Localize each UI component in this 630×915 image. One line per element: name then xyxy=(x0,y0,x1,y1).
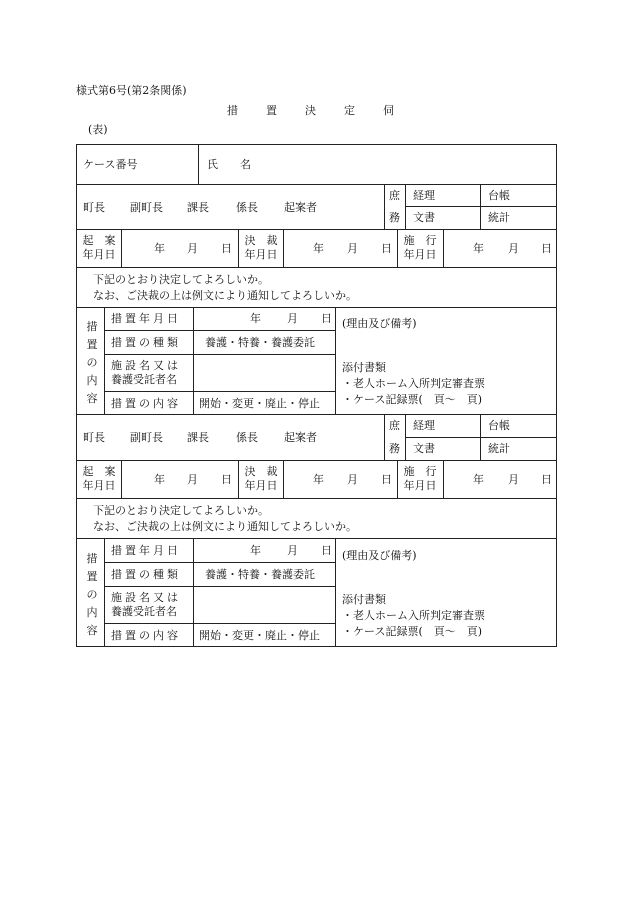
name-label: 氏 名 xyxy=(207,158,251,171)
grid-line xyxy=(193,307,194,414)
grid-line xyxy=(384,414,385,460)
reason-label: (理由及び備考) xyxy=(342,317,417,330)
row3-label-1: 施設名又は xyxy=(111,591,181,604)
row1-month: 月 xyxy=(287,544,298,557)
approver-mayor: 町長 xyxy=(83,201,105,214)
grid-line xyxy=(104,354,336,355)
approver-subsection-chief: 係長 xyxy=(236,201,258,214)
grid-line xyxy=(104,562,336,563)
grid-line xyxy=(76,229,557,230)
shikou-month: 月 xyxy=(508,242,519,255)
grid-line xyxy=(76,460,557,461)
row1-year: 年 xyxy=(250,312,261,325)
attach-title: 添付書類 xyxy=(342,593,386,606)
grid-line xyxy=(121,229,122,267)
doc-title: 措 置 決 定 伺 xyxy=(227,104,396,117)
row4-value: 開始・変更・廃止・停止 xyxy=(199,397,320,410)
grid-line xyxy=(443,460,444,498)
row1-label: 措置年月日 xyxy=(111,312,181,325)
kessai-year: 年 xyxy=(313,473,324,486)
kessai-month: 月 xyxy=(347,473,358,486)
attach-title: 添付書類 xyxy=(342,361,386,374)
shikou-label-1: 施 行 xyxy=(403,234,437,247)
office-label-bottom: 務 xyxy=(389,442,400,455)
note-line-2: なお、ご決裁の上は例文により通知してよろしいか。 xyxy=(93,520,357,533)
kian-year: 年 xyxy=(154,473,165,486)
case-number-label: ケース番号 xyxy=(83,158,138,171)
table-border-left xyxy=(76,144,77,647)
grid-line xyxy=(104,586,336,587)
side-label: (表) xyxy=(88,123,108,136)
cell-keiri: 経理 xyxy=(413,419,435,432)
grid-line xyxy=(238,460,239,498)
cell-toukei: 統計 xyxy=(488,211,510,224)
grid-line xyxy=(104,307,105,414)
grid-line xyxy=(397,229,398,267)
grid-line xyxy=(193,538,194,646)
office-label-top: 庶 xyxy=(389,419,400,432)
office-label-bottom: 務 xyxy=(389,211,400,224)
grid-line xyxy=(104,623,336,624)
note-line-2: なお、ご決裁の上は例文により通知してよろしいか。 xyxy=(93,289,357,302)
row3-label-2: 養護受託者名 xyxy=(111,605,177,618)
row4-label: 措置の内容 xyxy=(111,397,181,410)
row1-day: 日 xyxy=(321,544,332,557)
grid-line xyxy=(335,538,336,646)
table-border-top xyxy=(76,144,557,145)
kian-month: 月 xyxy=(187,242,198,255)
shikou-label-2: 年月日 xyxy=(403,479,437,492)
approver-deputy-mayor: 副町長 xyxy=(130,201,163,214)
form-label: 様式第6号(第2条関係) xyxy=(76,84,187,97)
grid-line xyxy=(238,229,239,267)
sochi-vertical-label: 措置の内容 xyxy=(86,552,98,637)
approver-drafter: 起案者 xyxy=(284,431,317,444)
approver-subsection-chief: 係長 xyxy=(236,431,258,444)
cell-toukei: 統計 xyxy=(488,442,510,455)
grid-line xyxy=(405,206,557,207)
grid-line xyxy=(104,330,336,331)
kessai-label-1: 決 裁 xyxy=(244,234,278,247)
row2-value: 養護・特養・養護委託 xyxy=(205,336,315,349)
kessai-label-2: 年月日 xyxy=(244,479,278,492)
grid-line xyxy=(76,307,557,308)
cell-daichou: 台帳 xyxy=(488,419,510,432)
grid-line xyxy=(335,307,336,414)
attach-item-1: ・老人ホーム入所判定審査票 xyxy=(342,377,485,390)
grid-line xyxy=(104,538,105,646)
row2-label: 措置の種類 xyxy=(111,336,181,349)
approver-section-chief: 課長 xyxy=(187,201,209,214)
grid-line xyxy=(384,184,385,229)
row2-label: 措置の種類 xyxy=(111,568,181,581)
grid-line xyxy=(283,229,284,267)
grid-line xyxy=(104,391,336,392)
shikou-month: 月 xyxy=(508,473,519,486)
reason-label: (理由及び備考) xyxy=(342,549,417,562)
grid-line xyxy=(283,460,284,498)
attach-item-2: ・ケース記録票( 頁〜 頁) xyxy=(342,625,483,638)
cell-bunsho: 文書 xyxy=(413,442,435,455)
grid-line xyxy=(76,498,557,499)
note-line-1: 下記のとおり決定してよろしいか。 xyxy=(93,273,269,286)
kessai-day: 日 xyxy=(381,473,392,486)
cell-bunsho: 文書 xyxy=(413,211,435,224)
kessai-year: 年 xyxy=(313,242,324,255)
kessai-day: 日 xyxy=(381,242,392,255)
kian-label-2: 年月日 xyxy=(82,479,116,492)
cell-keiri: 経理 xyxy=(413,189,435,202)
shikou-year: 年 xyxy=(473,242,484,255)
kessai-label-2: 年月日 xyxy=(244,248,278,261)
kessai-month: 月 xyxy=(347,242,358,255)
kian-label-2: 年月日 xyxy=(82,248,116,261)
row4-label: 措置の内容 xyxy=(111,629,181,642)
row1-label: 措置年月日 xyxy=(111,544,181,557)
kessai-label-1: 決 裁 xyxy=(244,465,278,478)
shikou-day: 日 xyxy=(541,473,552,486)
grid-line xyxy=(443,229,444,267)
attach-item-2: ・ケース記録票( 頁〜 頁) xyxy=(342,393,483,406)
approver-drafter: 起案者 xyxy=(284,201,317,214)
row1-year: 年 xyxy=(250,544,261,557)
grid-line xyxy=(121,460,122,498)
row3-label-1: 施設名又は xyxy=(111,359,181,372)
grid-line xyxy=(76,414,557,415)
grid-line xyxy=(76,267,557,268)
attach-item-1: ・老人ホーム入所判定審査票 xyxy=(342,609,485,622)
kian-year: 年 xyxy=(154,242,165,255)
case-row-bottom xyxy=(76,184,557,185)
row4-value: 開始・変更・廃止・停止 xyxy=(199,629,320,642)
shikou-label-1: 施 行 xyxy=(403,465,437,478)
table-border-bottom xyxy=(76,646,557,647)
approver-mayor: 町長 xyxy=(83,431,105,444)
kian-day: 日 xyxy=(221,242,232,255)
approver-deputy-mayor: 副町長 xyxy=(130,431,163,444)
sochi-vertical-label: 措置の内容 xyxy=(86,320,98,405)
case-divider xyxy=(198,144,199,184)
shikou-label-2: 年月日 xyxy=(403,248,437,261)
kian-label-1: 起 案 xyxy=(82,465,116,478)
grid-line xyxy=(76,538,557,539)
row1-month: 月 xyxy=(287,312,298,325)
table-border-right xyxy=(556,144,557,647)
note-line-1: 下記のとおり決定してよろしいか。 xyxy=(93,504,269,517)
grid-line xyxy=(397,460,398,498)
kian-label-1: 起 案 xyxy=(82,234,116,247)
grid-line xyxy=(405,437,557,438)
kian-month: 月 xyxy=(187,473,198,486)
row3-label-2: 養護受託者名 xyxy=(111,373,177,386)
cell-daichou: 台帳 xyxy=(488,189,510,202)
shikou-year: 年 xyxy=(473,473,484,486)
office-label-top: 庶 xyxy=(389,189,400,202)
approver-section-chief: 課長 xyxy=(187,431,209,444)
row2-value: 養護・特養・養護委託 xyxy=(205,568,315,581)
kian-day: 日 xyxy=(221,473,232,486)
row1-day: 日 xyxy=(321,312,332,325)
shikou-day: 日 xyxy=(541,242,552,255)
